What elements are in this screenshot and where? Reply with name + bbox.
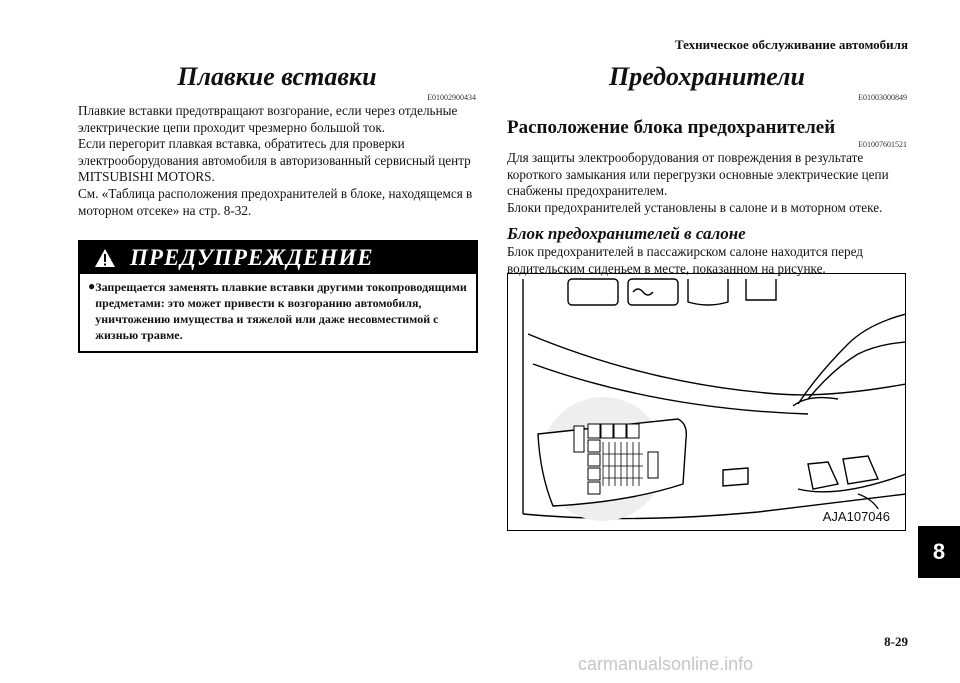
fuses-section bbox=[507, 62, 907, 278]
chapter-tab[interactable]: 8 bbox=[918, 526, 960, 578]
bullet-icon: ● bbox=[88, 279, 96, 294]
paragraph: Блоки предохранителей установлены в салоне и в моторном отеке. bbox=[507, 199, 883, 215]
fuse-block-drawing bbox=[508, 274, 906, 531]
fuse-block-illustration bbox=[507, 273, 906, 531]
paragraph: См. «Таблица расположения предохранителей в блоке, находящемся в моторном отсеке» на стр. 8-32. bbox=[78, 185, 473, 218]
warning-box bbox=[78, 240, 478, 353]
section-code: E01003000849 bbox=[858, 93, 907, 102]
section-title-fuses: Предохранители bbox=[609, 62, 805, 91]
warning-label: ПРЕДУПРЕЖДЕНИЕ bbox=[130, 245, 374, 271]
section-title-fusible-links: Плавкие вставки bbox=[177, 62, 377, 91]
subheading-fuse-block-location: Расположение блока предохранителей bbox=[507, 117, 836, 138]
subheading-interior-fuse-block: Блок предохранителей в салоне bbox=[507, 224, 746, 244]
paragraph: Для защиты электрооборудования от повреждения в результате короткого замыкания или перегрузки основные электрические цепи снабжены предохранителем. bbox=[507, 150, 889, 199]
subheading-code: E01007601521 bbox=[858, 140, 907, 149]
paragraph: Плавкие вставки предотвращают возгорание, если через отдельные электрические цепи проходит чрезмерно большой ток. bbox=[78, 103, 458, 135]
warning-header bbox=[80, 242, 476, 274]
section-code: E01002900434 bbox=[427, 93, 476, 102]
warning-text: Запрещается заменять плавкие вставки другими токопроводящими предметами: это может привести к возгоранию автомобиля, уничтожению имущества и тяжелой или даже несовместимой с жизнью травме. bbox=[95, 280, 467, 343]
watermark: carmanualsonline.info bbox=[578, 654, 754, 674]
warning-body bbox=[80, 274, 476, 351]
figure-code: AJA107046 bbox=[820, 509, 893, 524]
paragraph: Если перегорит плавкая вставка, обратитесь для проверки электрооборудования автомобиля в авторизованный сервисный центр MITSUBISHI MOTORS. bbox=[78, 136, 471, 185]
fusible-links-section bbox=[78, 62, 476, 353]
running-header: Техническое обслуживание автомобиля bbox=[674, 37, 908, 52]
page-number: 8-29 bbox=[884, 634, 908, 649]
paragraph: Блок предохранителей в пассажирском салоне находится перед водительским сиденьем в месте, показанном на рисунке. bbox=[507, 244, 864, 276]
warning-triangle-icon bbox=[94, 248, 116, 268]
